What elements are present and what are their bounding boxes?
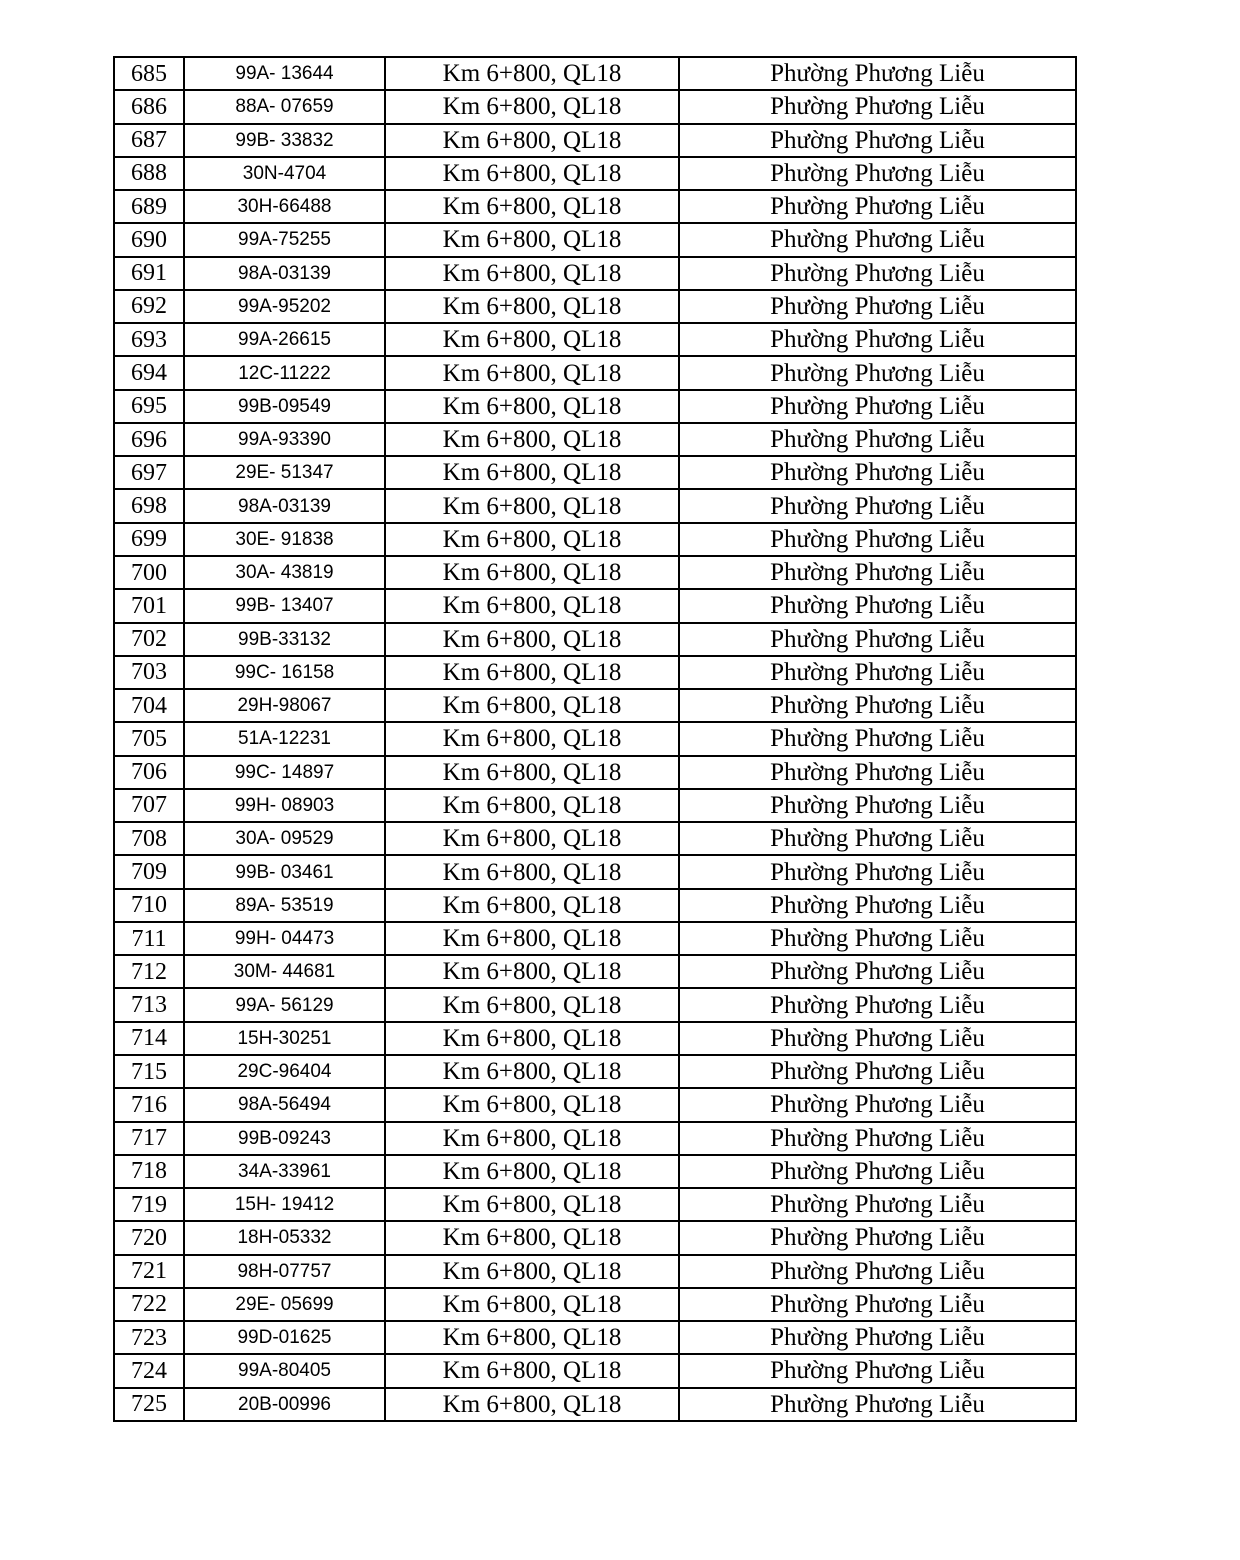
table-row [114, 1122, 1076, 1155]
location-cell: Km 6+800, QL18 [385, 124, 679, 157]
ward-cell: Phường Phương Liễu [679, 1354, 1076, 1387]
row-number-cell: 709 [114, 855, 184, 888]
license-plate-cell: 99A-95202 [184, 290, 385, 323]
location-cell: Km 6+800, QL18 [385, 1388, 679, 1421]
table-row [114, 1022, 1076, 1055]
ward-cell: Phường Phương Liễu [679, 489, 1076, 522]
row-number-cell: 690 [114, 223, 184, 256]
location-cell: Km 6+800, QL18 [385, 656, 679, 689]
ward-cell: Phường Phương Liễu [679, 855, 1076, 888]
table-row [114, 1188, 1076, 1221]
row-number-cell: 711 [114, 922, 184, 955]
location-cell: Km 6+800, QL18 [385, 523, 679, 556]
license-plate-cell: 99C- 14897 [184, 756, 385, 789]
ward-cell: Phường Phương Liễu [679, 988, 1076, 1021]
row-number-cell: 712 [114, 955, 184, 988]
license-plate-cell: 99A-75255 [184, 223, 385, 256]
table-row [114, 257, 1076, 290]
row-number-cell: 705 [114, 722, 184, 755]
table-row [114, 223, 1076, 256]
table-row [114, 855, 1076, 888]
ward-cell: Phường Phương Liễu [679, 1221, 1076, 1254]
row-number-cell: 695 [114, 390, 184, 423]
license-plate-cell: 99C- 16158 [184, 656, 385, 689]
table-row [114, 789, 1076, 822]
license-plate-cell: 29E- 05699 [184, 1288, 385, 1321]
table-row [114, 1321, 1076, 1354]
ward-cell: Phường Phương Liễu [679, 1188, 1076, 1221]
license-plate-cell: 30A- 43819 [184, 556, 385, 589]
row-number-cell: 703 [114, 656, 184, 689]
row-number-cell: 685 [114, 57, 184, 90]
location-cell: Km 6+800, QL18 [385, 556, 679, 589]
license-plate-cell: 30N-4704 [184, 157, 385, 190]
ward-cell: Phường Phương Liễu [679, 290, 1076, 323]
table-row [114, 1088, 1076, 1121]
ward-cell: Phường Phương Liễu [679, 556, 1076, 589]
table-row [114, 1055, 1076, 1088]
ward-cell: Phường Phương Liễu [679, 623, 1076, 656]
ward-cell: Phường Phương Liễu [679, 689, 1076, 722]
row-number-cell: 715 [114, 1055, 184, 1088]
ward-cell: Phường Phương Liễu [679, 57, 1076, 90]
license-plate-cell: 99D-01625 [184, 1321, 385, 1354]
table-row [114, 988, 1076, 1021]
ward-cell: Phường Phương Liễu [679, 1321, 1076, 1354]
table-row [114, 1155, 1076, 1188]
ward-cell: Phường Phương Liễu [679, 1288, 1076, 1321]
ward-cell: Phường Phương Liễu [679, 190, 1076, 223]
license-plate-cell: 99B- 33832 [184, 124, 385, 157]
row-number-cell: 716 [114, 1088, 184, 1121]
license-plate-cell: 30M- 44681 [184, 955, 385, 988]
license-plate-cell: 18H-05332 [184, 1221, 385, 1254]
location-cell: Km 6+800, QL18 [385, 589, 679, 622]
ward-cell: Phường Phương Liễu [679, 423, 1076, 456]
location-cell: Km 6+800, QL18 [385, 1255, 679, 1288]
ward-cell: Phường Phương Liễu [679, 1155, 1076, 1188]
license-plate-cell: 99A-26615 [184, 323, 385, 356]
ward-cell: Phường Phương Liễu [679, 889, 1076, 922]
row-number-cell: 694 [114, 356, 184, 389]
license-plate-cell: 99H- 08903 [184, 789, 385, 822]
ward-cell: Phường Phương Liễu [679, 456, 1076, 489]
license-plate-cell: 15H-30251 [184, 1022, 385, 1055]
location-cell: Km 6+800, QL18 [385, 756, 679, 789]
license-plate-cell: 99B-33132 [184, 623, 385, 656]
location-cell: Km 6+800, QL18 [385, 1288, 679, 1321]
table-row [114, 1288, 1076, 1321]
ward-cell: Phường Phương Liễu [679, 223, 1076, 256]
ward-cell: Phường Phương Liễu [679, 124, 1076, 157]
row-number-cell: 708 [114, 822, 184, 855]
ward-cell: Phường Phương Liễu [679, 323, 1076, 356]
row-number-cell: 700 [114, 556, 184, 589]
row-number-cell: 717 [114, 1122, 184, 1155]
row-number-cell: 706 [114, 756, 184, 789]
table-row [114, 689, 1076, 722]
ward-cell: Phường Phương Liễu [679, 1388, 1076, 1421]
location-cell: Km 6+800, QL18 [385, 1155, 679, 1188]
table-row [114, 1255, 1076, 1288]
license-plate-cell: 99A- 56129 [184, 988, 385, 1021]
table-row [114, 1354, 1076, 1387]
row-number-cell: 713 [114, 988, 184, 1021]
row-number-cell: 719 [114, 1188, 184, 1221]
ward-cell: Phường Phương Liễu [679, 356, 1076, 389]
table-row [114, 822, 1076, 855]
table-row [114, 889, 1076, 922]
row-number-cell: 693 [114, 323, 184, 356]
license-plate-cell: 89A- 53519 [184, 889, 385, 922]
location-cell: Km 6+800, QL18 [385, 689, 679, 722]
row-number-cell: 725 [114, 1388, 184, 1421]
table-row [114, 390, 1076, 423]
row-number-cell: 701 [114, 589, 184, 622]
license-plate-cell: 98A-03139 [184, 489, 385, 522]
location-cell: Km 6+800, QL18 [385, 889, 679, 922]
location-cell: Km 6+800, QL18 [385, 1088, 679, 1121]
table-row [114, 623, 1076, 656]
license-plate-cell: 51A-12231 [184, 722, 385, 755]
ward-cell: Phường Phương Liễu [679, 1255, 1076, 1288]
location-cell: Km 6+800, QL18 [385, 1055, 679, 1088]
ward-cell: Phường Phương Liễu [679, 390, 1076, 423]
license-plate-cell: 12C-11222 [184, 356, 385, 389]
row-number-cell: 710 [114, 889, 184, 922]
location-cell: Km 6+800, QL18 [385, 390, 679, 423]
row-number-cell: 714 [114, 1022, 184, 1055]
license-plate-cell: 99B-09243 [184, 1122, 385, 1155]
row-number-cell: 692 [114, 290, 184, 323]
license-plate-cell: 20B-00996 [184, 1388, 385, 1421]
row-number-cell: 724 [114, 1354, 184, 1387]
license-plate-cell: 15H- 19412 [184, 1188, 385, 1221]
location-cell: Km 6+800, QL18 [385, 90, 679, 123]
ward-cell: Phường Phương Liễu [679, 1022, 1076, 1055]
location-cell: Km 6+800, QL18 [385, 323, 679, 356]
license-plate-cell: 29E- 51347 [184, 456, 385, 489]
table-row [114, 722, 1076, 755]
license-plate-cell: 99B- 13407 [184, 589, 385, 622]
license-plate-cell: 30A- 09529 [184, 822, 385, 855]
table-row [114, 556, 1076, 589]
row-number-cell: 691 [114, 257, 184, 290]
license-plate-cell: 98A-03139 [184, 257, 385, 290]
license-plate-cell: 98H-07757 [184, 1255, 385, 1288]
license-plate-cell: 88A- 07659 [184, 90, 385, 123]
location-cell: Km 6+800, QL18 [385, 456, 679, 489]
ward-cell: Phường Phương Liễu [679, 157, 1076, 190]
table-row [114, 1221, 1076, 1254]
location-cell: Km 6+800, QL18 [385, 623, 679, 656]
row-number-cell: 699 [114, 523, 184, 556]
table-row [114, 356, 1076, 389]
license-plate-cell: 29H-98067 [184, 689, 385, 722]
table-row [114, 589, 1076, 622]
location-cell: Km 6+800, QL18 [385, 489, 679, 522]
row-number-cell: 689 [114, 190, 184, 223]
row-number-cell: 722 [114, 1288, 184, 1321]
location-cell: Km 6+800, QL18 [385, 57, 679, 90]
ward-cell: Phường Phương Liễu [679, 1055, 1076, 1088]
row-number-cell: 704 [114, 689, 184, 722]
license-plate-cell: 34A-33961 [184, 1155, 385, 1188]
license-plate-cell: 99B- 03461 [184, 855, 385, 888]
row-number-cell: 696 [114, 423, 184, 456]
location-cell: Km 6+800, QL18 [385, 1022, 679, 1055]
license-plate-cell: 99A-93390 [184, 423, 385, 456]
row-number-cell: 686 [114, 90, 184, 123]
table-row [114, 756, 1076, 789]
location-cell: Km 6+800, QL18 [385, 722, 679, 755]
table-row [114, 190, 1076, 223]
location-cell: Km 6+800, QL18 [385, 1188, 679, 1221]
ward-cell: Phường Phương Liễu [679, 1122, 1076, 1155]
row-number-cell: 718 [114, 1155, 184, 1188]
license-plate-cell: 99A- 13644 [184, 57, 385, 90]
table-row [114, 456, 1076, 489]
table-row [114, 90, 1076, 123]
location-cell: Km 6+800, QL18 [385, 423, 679, 456]
table-row [114, 57, 1076, 90]
location-cell: Km 6+800, QL18 [385, 1221, 679, 1254]
row-number-cell: 707 [114, 789, 184, 822]
location-cell: Km 6+800, QL18 [385, 789, 679, 822]
location-cell: Km 6+800, QL18 [385, 223, 679, 256]
table-row [114, 922, 1076, 955]
location-cell: Km 6+800, QL18 [385, 157, 679, 190]
row-number-cell: 721 [114, 1255, 184, 1288]
location-cell: Km 6+800, QL18 [385, 356, 679, 389]
ward-cell: Phường Phương Liễu [679, 523, 1076, 556]
table-row [114, 955, 1076, 988]
ward-cell: Phường Phương Liễu [679, 656, 1076, 689]
ward-cell: Phường Phương Liễu [679, 789, 1076, 822]
table-row [114, 290, 1076, 323]
ward-cell: Phường Phương Liễu [679, 90, 1076, 123]
ward-cell: Phường Phương Liễu [679, 589, 1076, 622]
table-row [114, 489, 1076, 522]
location-cell: Km 6+800, QL18 [385, 988, 679, 1021]
table-body [114, 57, 1076, 1421]
license-plate-cell: 98A-56494 [184, 1088, 385, 1121]
license-plate-cell: 29C-96404 [184, 1055, 385, 1088]
ward-cell: Phường Phương Liễu [679, 922, 1076, 955]
location-cell: Km 6+800, QL18 [385, 822, 679, 855]
row-number-cell: 723 [114, 1321, 184, 1354]
location-cell: Km 6+800, QL18 [385, 1354, 679, 1387]
location-cell: Km 6+800, QL18 [385, 955, 679, 988]
vehicle-records-table [113, 56, 1077, 1422]
ward-cell: Phường Phương Liễu [679, 722, 1076, 755]
location-cell: Km 6+800, QL18 [385, 190, 679, 223]
license-plate-cell: 99B-09549 [184, 390, 385, 423]
table-row [114, 124, 1076, 157]
location-cell: Km 6+800, QL18 [385, 290, 679, 323]
ward-cell: Phường Phương Liễu [679, 257, 1076, 290]
row-number-cell: 687 [114, 124, 184, 157]
ward-cell: Phường Phương Liễu [679, 955, 1076, 988]
table-row [114, 423, 1076, 456]
table-row [114, 1388, 1076, 1421]
location-cell: Km 6+800, QL18 [385, 1321, 679, 1354]
row-number-cell: 688 [114, 157, 184, 190]
row-number-cell: 720 [114, 1221, 184, 1254]
location-cell: Km 6+800, QL18 [385, 257, 679, 290]
row-number-cell: 698 [114, 489, 184, 522]
ward-cell: Phường Phương Liễu [679, 1088, 1076, 1121]
license-plate-cell: 99H- 04473 [184, 922, 385, 955]
table-row [114, 523, 1076, 556]
table-row [114, 157, 1076, 190]
license-plate-cell: 30E- 91838 [184, 523, 385, 556]
location-cell: Km 6+800, QL18 [385, 855, 679, 888]
row-number-cell: 702 [114, 623, 184, 656]
license-plate-cell: 30H-66488 [184, 190, 385, 223]
ward-cell: Phường Phương Liễu [679, 822, 1076, 855]
location-cell: Km 6+800, QL18 [385, 922, 679, 955]
table-row [114, 323, 1076, 356]
license-plate-cell: 99A-80405 [184, 1354, 385, 1387]
ward-cell: Phường Phương Liễu [679, 756, 1076, 789]
table-row [114, 656, 1076, 689]
row-number-cell: 697 [114, 456, 184, 489]
location-cell: Km 6+800, QL18 [385, 1122, 679, 1155]
